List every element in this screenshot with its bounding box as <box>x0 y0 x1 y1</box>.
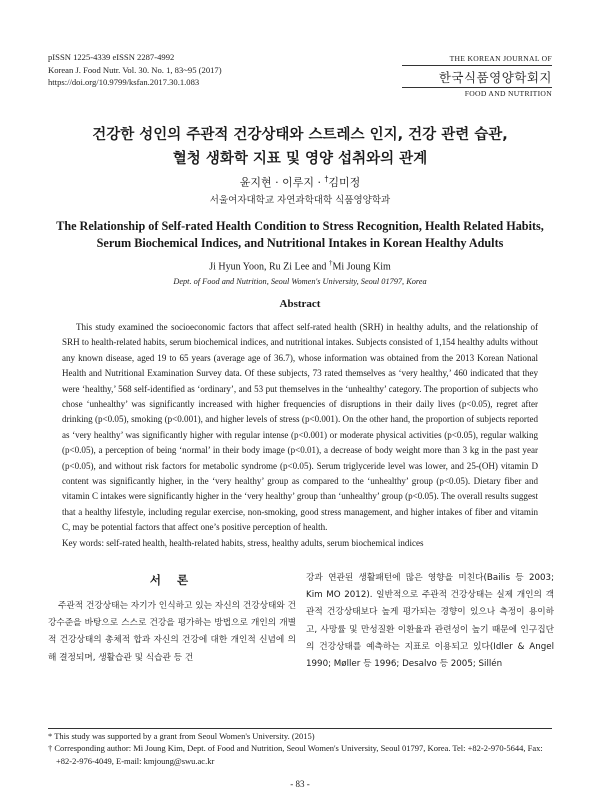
english-title-line2: Serum Biochemical Indices, and Nutritional Intakes in Korean Healthy Adults <box>96 236 504 250</box>
intro-paragraph-right: 강과 연관된 생활패턴에 많은 영향을 미친다(Bailis 등 2003; Kim MO 2012). 일반적으로 주관적 건강상태는 실제 개인의 객관적 건강상태보다 높게 평가되는 경향이 있으나 측정이 용이하고, 사망률 및 만성질환 이환율과 관련성이 높기 때문에 인구집단의 건강상태를 예측하는 지표로 이용되고 있다(Idler & Angel 1990; Møller 등 1996; Desalvo 등 2005; Sillén <box>306 573 554 670</box>
journal-name-bottom: FOOD AND NUTRITION <box>402 87 552 98</box>
corresponding-mark: † <box>324 174 329 184</box>
english-authors-last: Mi Joung Kim <box>332 261 391 273</box>
korean-authors-first: 윤지현 · 이루지 · <box>239 176 325 189</box>
korean-authors-last: 김미정 <box>328 176 361 189</box>
abstract-heading: Abstract <box>279 298 321 310</box>
korean-title <box>48 123 552 171</box>
english-affiliation: Dept. of Food and Nutrition, Seoul Women's University, Seoul 01797, Korea <box>173 277 427 286</box>
journal-name-korean: 한국식품영양학회지 <box>438 70 552 85</box>
intro-right-column <box>306 570 554 673</box>
page-number: - 83 - <box>290 779 310 789</box>
korean-title-line1: 건강한 성인의 주관적 건강상태와 스트레스 인지, 건강 관련 습관, <box>92 127 508 143</box>
korean-title-line2: 혈청 생화학 지표 및 영양 섭취와의 관계 <box>172 151 428 167</box>
intro-left-column <box>48 598 296 667</box>
keywords: Key words: self-rated health, health-related habits, stress, healthy adults, serum biochemical indices <box>62 537 424 548</box>
footnote-divider <box>48 728 552 729</box>
footnote-funding: * This study was supported by a grant from Seoul Women's University. (2015) <box>48 731 315 741</box>
abstract-body <box>62 320 538 551</box>
footnotes <box>48 730 552 767</box>
corresponding-mark: † <box>328 259 333 267</box>
korean-authors <box>48 174 552 190</box>
journal-name-top: THE KOREAN JOURNAL OF <box>402 54 552 66</box>
issn-line: pISSN 1225-4339 eISSN 2287-4992 <box>48 52 175 62</box>
abstract-text: This study examined the socioeconomic factors that affect self-rated health (SRH) in healthy adults, and the relationship of SRH to health-related habits, serum biochemical indices, and nutritional intakes. Subjects consisted of 1,154 healthy adults without any known disease, aged 19 to 65 years (average age of 36.7), whose information was obtained from the 2013 Korean National Health and Nutritional Examination Survey data. Of these subjects, 73 rated themselves as ‘very healthy,’ 460 indicated that they were ‘healthy,’ 568 self-identified as ‘ordinary’, and 53 put themselves in the ‘unhealthy’ category. The proportion of subjects who chose ‘unhealthy’ was significantly increased with higher frequencies of disruptions in their daily lives (p<0.05), regret after drinking (p<0.05), smoking (p<0.001), and higher levels of stress (p<0.001). On the other hand, the proportion of subjects reported as ‘very healthy’ was significantly higher with regular intense (p<0.001) or moderate physical activities (p<0.05), regular walking (p<0.05), a perception of being ‘normal’ in their body image (p<0.01), a decrease of body weight more than 3 kg in the past year (p<0.05), and without risk factors for metabolic syndrome (p<0.05). Serum triglyceride level was lower, and 25-(OH) vitamin D content was significantly higher, in the ‘very healthy’ group as compared to the ‘unhealthy’ group (p<0.05). Dietary fiber and vitamin C intakes were significantly higher in the ‘very healthy’ group than ‘unhealthy’ group (p<0.05). The overall results suggest that a healthy lifestyle, including regular exercise, non-smoking, good stress management, and higher intakes of fiber and vitamin C, may be potential factors that affect one’s positive perception of health. <box>62 322 538 533</box>
section-heading-introduction: 서 론 <box>149 573 195 587</box>
citation-line: Korean J. Food Nutr. Vol. 30. No. 1, 83~95 (2017) <box>48 64 222 75</box>
english-authors <box>48 259 552 272</box>
english-authors-first: Ji Hyun Yoon, Ru Zi Lee and <box>209 261 329 273</box>
doi-link[interactable]: https://doi.org/10.9799/ksfan.2017.30.1.083 <box>48 77 200 88</box>
footnote-corresponding: † Corresponding author: Mi Joung Kim, Dept. of Food and Nutrition, Seoul Women's University, Seoul 01797, Korea. Tel: +82-2-970-5644, Fax: +82-2-976-4049, E-mail: kmjoung@swu.ac.kr <box>48 743 543 766</box>
article-meta <box>48 51 222 89</box>
korean-affiliation: 서울여자대학교 자연과학대학 식품영양학과 <box>209 195 391 206</box>
english-title <box>48 218 552 252</box>
english-title-line1: The Relationship of Self-rated Health Condition to Stress Recognition, Health Related Habits, <box>56 219 544 233</box>
journal-masthead <box>402 54 552 98</box>
intro-paragraph-left: 주관적 건강상태는 자기가 인식하고 있는 자신의 건강상태와 건강수준을 바탕으로 스스로 건강을 평가하는 방법으로 개인의 개별적 건강상태의 총체적 합과 자신의 건강에 대한 개인적 신념에 의해 결정되며, 생활습관 및 식습관 등 건 <box>48 601 296 663</box>
